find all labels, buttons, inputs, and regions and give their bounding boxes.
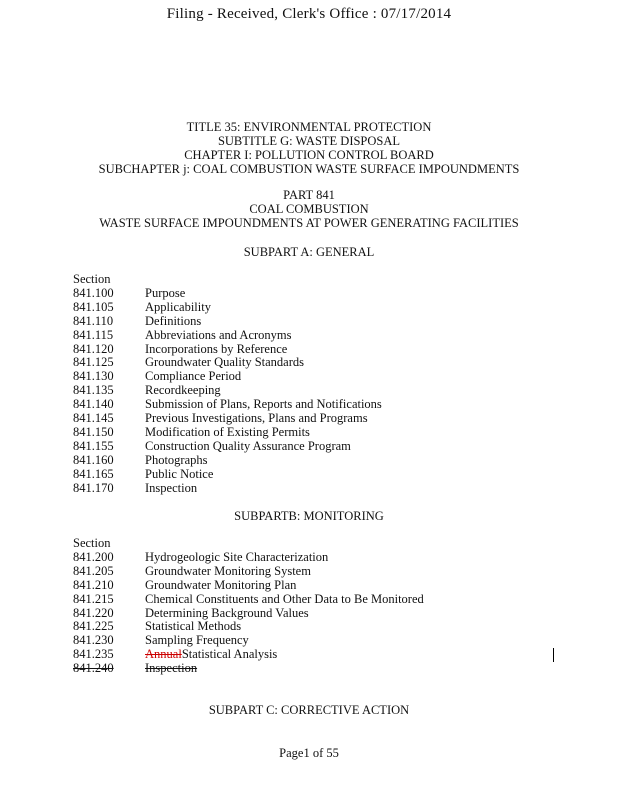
section-title (145, 607, 309, 621)
subchapter-line: SUBCHAPTER j: COAL COMBUSTION WASTE SURFACE IMPOUNDMENTS (98, 162, 520, 176)
section-title-text: Inspection (145, 661, 198, 676)
section-title-text: Inspection (145, 480, 198, 495)
toc-row (73, 301, 382, 315)
section-number: 841.230 (73, 633, 114, 648)
toc-row (73, 287, 382, 301)
section-title-text: Photographs (145, 452, 208, 467)
subpart-c-heading: SUBPART C: CORRECTIVE ACTION (208, 703, 410, 717)
section-number: 841.135 (73, 383, 114, 398)
section-title (145, 648, 277, 662)
toc-row (73, 315, 382, 329)
section-title-text: Groundwater Monitoring Plan (145, 577, 297, 592)
section-title (145, 579, 296, 593)
section-title-text: Public Notice (145, 466, 214, 481)
section-title-text: Groundwater Monitoring System (145, 563, 311, 578)
section-title-text: Sampling Frequency (145, 633, 249, 648)
section-title (145, 593, 424, 607)
toc-row (73, 343, 382, 357)
toc-row (73, 454, 382, 468)
section-number: 841.145 (73, 411, 114, 426)
part-number: PART 841 (283, 188, 335, 202)
section-number: 841.130 (73, 369, 114, 384)
section-title (145, 398, 382, 412)
title-block (0, 120, 618, 176)
toc-row (73, 398, 382, 412)
subpart-a-heading: SUBPART A: GENERAL (243, 245, 375, 259)
section-number: 841.220 (73, 605, 114, 620)
section-title (145, 384, 221, 398)
section-number: 841.200 (73, 549, 114, 564)
section-title-text: Statistical Methods (145, 619, 242, 634)
section-title (145, 482, 197, 496)
title-line: TITLE 35: ENVIRONMENTAL PROTECTION (186, 120, 432, 134)
section-title (145, 287, 185, 301)
section-title (145, 301, 211, 315)
section-title-text: Applicability (145, 299, 211, 314)
section-number: 841.105 (73, 299, 114, 314)
section-title (145, 454, 208, 468)
section-number: 841.235 (73, 647, 114, 662)
toc-row (73, 482, 382, 496)
section-title-text: Abbreviations and Acronyms (145, 327, 292, 342)
toc-row (73, 356, 382, 370)
part-block (0, 188, 618, 230)
section-title-text: Statistical Analysis (181, 647, 278, 662)
toc-row (73, 426, 382, 440)
section-title (145, 662, 197, 676)
section-number: 841.210 (73, 577, 114, 592)
section-title (145, 634, 249, 648)
section-title (145, 343, 287, 357)
toc-row (73, 593, 424, 607)
section-title (145, 468, 213, 482)
part-title-1: COAL COMBUSTION (249, 202, 369, 216)
toc-row (73, 565, 424, 579)
section-number: 841.140 (73, 397, 114, 412)
subpart-b-heading: SUBPARTB: MONITORING (234, 509, 384, 523)
section-number: 841.215 (73, 591, 114, 606)
subtitle-line: SUBTITLE G: WASTE DISPOSAL (217, 134, 401, 148)
section-title-text: Determining Background Values (145, 605, 309, 620)
section-title-text: Hydrogeologic Site Characterization (145, 549, 329, 564)
part-title-2: WASTE SURFACE IMPOUNDMENTS AT POWER GENERATING FACILITIES (99, 216, 519, 230)
section-label: Section (73, 536, 111, 550)
section-title-text: Recordkeeping (145, 383, 221, 398)
section-number: 841.115 (73, 327, 114, 342)
section-label: Section (73, 272, 111, 286)
toc-row (73, 634, 424, 648)
subpart-a-toc (73, 273, 382, 496)
text-cursor (553, 648, 554, 662)
toc-row (73, 468, 382, 482)
section-title (145, 426, 310, 440)
toc-row (73, 607, 424, 621)
section-title-text: Modification of Existing Permits (145, 424, 310, 439)
subpart-b-toc (73, 537, 424, 676)
section-title (145, 565, 311, 579)
toc-row (73, 370, 382, 384)
section-number: 841.240 (73, 661, 114, 676)
section-title-text: Purpose (145, 285, 186, 300)
section-number: 841.225 (73, 619, 114, 634)
section-title (145, 620, 241, 634)
section-number: 841.120 (73, 341, 114, 356)
section-title-text: Incorporations by Reference (145, 341, 288, 356)
section-number: 841.170 (73, 480, 114, 495)
deleted-text: Annual (145, 647, 182, 662)
toc-row (73, 620, 424, 634)
section-title (145, 315, 201, 329)
toc-row (73, 662, 424, 676)
toc-row (73, 412, 382, 426)
section-title (145, 440, 351, 454)
section-title (145, 551, 328, 565)
toc-row (73, 384, 382, 398)
section-number: 841.110 (73, 313, 114, 328)
section-title-text: Compliance Period (145, 369, 242, 384)
section-title (145, 412, 368, 426)
toc-row (73, 440, 382, 454)
toc-row (73, 329, 382, 343)
page-footer: Page1 of 55 (279, 746, 339, 760)
section-number: 841.160 (73, 452, 114, 467)
section-title-text: Previous Investigations, Plans and Programs (145, 411, 368, 426)
section-title-text: Groundwater Quality Standards (145, 355, 304, 370)
section-number: 841.100 (73, 285, 114, 300)
section-title-text: Submission of Plans, Reports and Notifications (145, 397, 382, 412)
filing-stamp: Filing - Received, Clerk's Office : 07/17/2014 (166, 6, 452, 22)
section-title (145, 329, 292, 343)
toc-row (73, 648, 424, 662)
section-number: 841.205 (73, 563, 114, 578)
section-number: 841.155 (73, 438, 114, 453)
section-title (145, 370, 241, 384)
section-title-text: Construction Quality Assurance Program (145, 438, 351, 453)
toc-row (73, 551, 424, 565)
toc-row (73, 579, 424, 593)
section-number: 841.125 (73, 355, 114, 370)
section-title-text: Definitions (145, 313, 202, 328)
chapter-line: CHAPTER I: POLLUTION CONTROL BOARD (184, 148, 434, 162)
section-number: 841.165 (73, 466, 114, 481)
section-number: 841.150 (73, 424, 114, 439)
section-title (145, 356, 304, 370)
section-title-text: Chemical Constituents and Other Data to Be Monitored (145, 591, 424, 606)
